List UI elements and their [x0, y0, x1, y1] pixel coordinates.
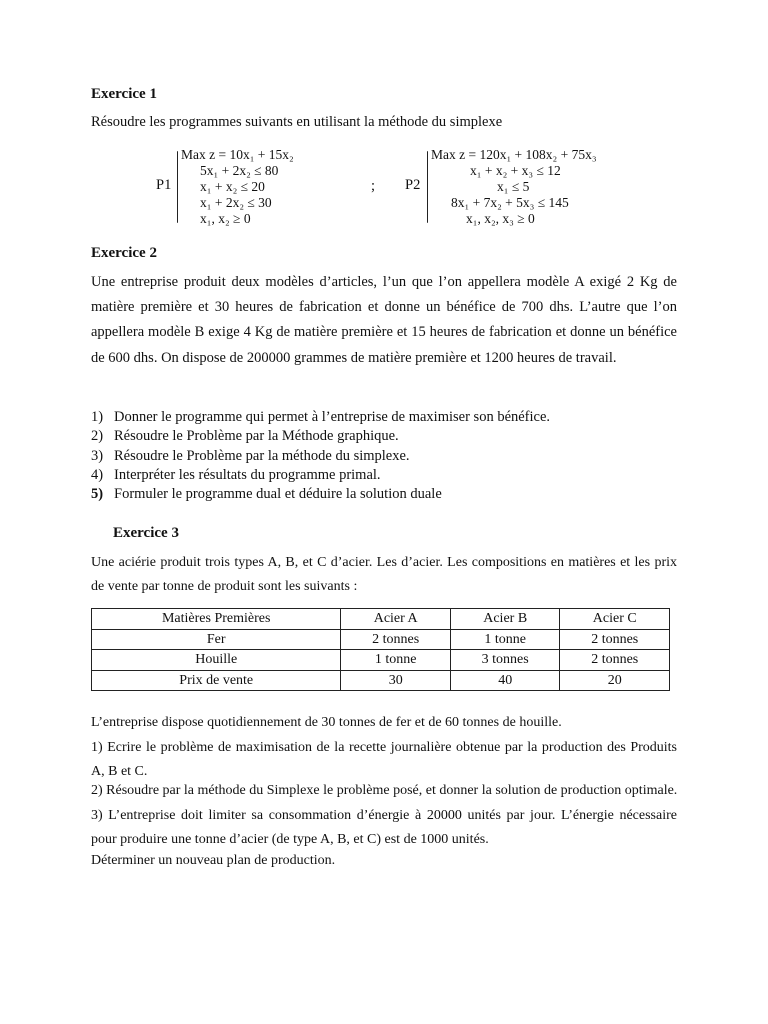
table-header-cell: Acier B	[450, 609, 560, 630]
exercise-3-intro: Une aciérie produit trois types A, B, et C d’acier. Les d’acier. Les compositions en matières et les prix de vente par tonne de produit sont les suivants :	[91, 555, 677, 594]
exercise-1-title: Exercice 1	[91, 86, 157, 102]
p2-brace	[427, 151, 428, 223]
exercise-3-title: Exercice 3	[113, 525, 179, 541]
table-cell: Prix de vente	[92, 670, 341, 691]
program-separator: ;	[371, 178, 376, 194]
table-cell: 3 tonnes	[450, 650, 560, 671]
table-header-cell: Acier C	[560, 609, 670, 630]
exercise-2-questions	[91, 408, 550, 504]
p1-constraint-2: x₁ + x₂ ≤ 20	[200, 179, 265, 194]
table-row	[92, 629, 670, 650]
table-cell: 2 tonnes	[560, 650, 670, 671]
table-cell: Fer	[92, 629, 341, 650]
list-item: 2) Résoudre le Problème par la Méthode graphique.	[91, 428, 399, 445]
p2-constraint-3: 8x₁ + 7x₂ + 5x₃ ≤ 145	[451, 195, 569, 210]
p1-label: P1	[156, 177, 172, 193]
table-cell: Houille	[92, 650, 341, 671]
table-cell: 2 tonnes	[341, 629, 451, 650]
exercise-3-question-1: 1) Ecrire le problème de maximisation de la recette journalière obtenue par la production des Produits A, B et C.	[91, 740, 677, 779]
p1-nonnegativity: x₁, x₂ ≥ 0	[200, 211, 251, 226]
p2-constraint-2: x₁ ≤ 5	[497, 179, 530, 194]
list-item: 1) Donner le programme qui permet à l’entreprise de maximiser son bénéfice.	[91, 409, 551, 425]
list-item: 4) Interpréter les résultats du programme primal.	[91, 466, 381, 483]
table-cell: 20	[560, 670, 670, 691]
exercise-3-question-3: 3) L’entreprise doit limiter sa consommation d’énergie à 20000 unités par jour. L’énergie nécessaire pour produire une tonne d’acier (de type A, B, et C) est de 1000 unités.	[91, 808, 677, 847]
exercise-3-final: Déterminer un nouveau plan de production.	[91, 853, 336, 868]
table-row	[92, 650, 670, 671]
p1-constraint-3: x₁ + 2x₂ ≤ 30	[200, 195, 272, 210]
materials-table	[91, 608, 670, 691]
p1-constraint-1: 5x₁ + 2x₂ ≤ 80	[200, 163, 279, 178]
list-item: 5) Formuler le programme dual et déduire la solution duale	[91, 486, 442, 503]
list-item: 3) Résoudre le Problème par la méthode du simplexe.	[91, 447, 410, 464]
table-cell: 30	[341, 670, 451, 691]
table-cell: 40	[450, 670, 560, 691]
p2-label: P2	[405, 177, 421, 193]
table-cell: 1 tonne	[450, 629, 560, 650]
p1-objective: Max z = 10x₁ + 15x₂	[181, 147, 294, 162]
p2-constraint-1: x₁ + x₂ + x₃ ≤ 12	[470, 163, 561, 178]
table-row	[92, 670, 670, 691]
table-header-cell: Acier A	[341, 609, 451, 630]
table-cell: 2 tonnes	[560, 629, 670, 650]
exercise-2-paragraph: Une entreprise produit deux modèles d’articles, l’un que l’on appellera modèle A exigé 2 Kg de matière première et 30 heures de fabrication et donne un bénéfice de 700 dhs. L’autre que l’on appellera modèle B exige 4 Kg de matière première et 15 heures de fabrication et donne un bénéfice de 600 dhs. On dispose de 200000 grammes de matière première et 1200 heures de travail.	[91, 274, 677, 366]
exercise-3-question-2: 2) Résoudre par la méthode du Simplexe le problème posé, et donner la solution de production optimale.	[91, 783, 678, 798]
p2-objective: Max z = 120x₁ + 108x₂ + 75x₃	[431, 147, 597, 162]
p2-nonnegativity: x₁, x₂, x₃ ≥ 0	[466, 211, 535, 226]
p1-brace	[177, 151, 178, 223]
table-header-cell: Matières Premières	[92, 609, 341, 630]
table-header-row	[92, 609, 670, 630]
exercise-2-title: Exercice 2	[91, 245, 157, 261]
table-cell: 1 tonne	[341, 650, 451, 671]
exercise-3-resources: L’entreprise dispose quotidiennement de 30 tonnes de fer et de 60 tonnes de houille.	[91, 715, 562, 730]
exercise-1-intro: Résoudre les programmes suivants en utilisant la méthode du simplexe	[91, 114, 503, 130]
